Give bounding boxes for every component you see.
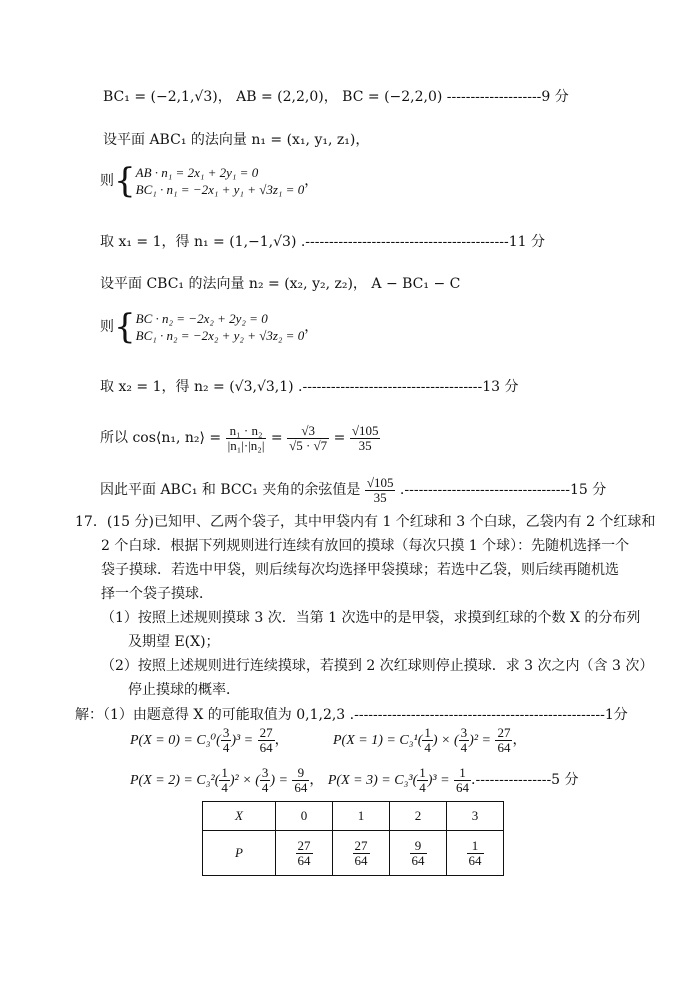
p3-result-den: 64	[456, 779, 470, 795]
p1-f2-den: 4	[460, 739, 468, 755]
system-1-eq1: AB · n₁ = 2x₁ + 2y₁ = 0	[135, 165, 259, 180]
table-cell	[447, 831, 504, 876]
p1-fraction-1	[422, 726, 433, 755]
p3-base-fraction	[417, 766, 428, 795]
system-2-suffix: ，	[304, 319, 319, 335]
table-fraction	[410, 839, 427, 868]
p1-result-den: 64	[497, 739, 511, 755]
question-17-line-d	[101, 585, 213, 603]
system-2-eq2: BC₁ · n₂ = −2x₂ + y₂ + √3z₂ = 0	[135, 328, 305, 343]
p0-result-num: 27	[259, 724, 273, 740]
q17-text-a: 17．(15 分)已知甲、乙两个袋子，其中甲袋内有 1 个红球和 3 个白球，乙袋内有 2 个红球和	[75, 514, 656, 530]
p3-result-num: 1	[454, 766, 471, 781]
q17-text-c: 袋子摸球．若选中甲袋，则后续每次均选择甲袋摸球；若选中乙袋，则后续再随机选	[101, 562, 619, 578]
conclusion-suffix: .-----------------------------------15 分	[399, 482, 607, 498]
table-row-label: P	[203, 831, 276, 876]
table-cell	[333, 831, 390, 876]
p1-f1-num: 1	[424, 724, 431, 740]
table-header-2: 2	[390, 802, 447, 831]
equation-system-2	[100, 307, 319, 347]
p0-prefix: P(X = 0) = C₃⁰(	[130, 733, 221, 748]
q17-part2-text-b: 停止摸球的概率．	[128, 682, 240, 698]
p1-prefix: P(X = 1) = C₃¹(	[333, 733, 423, 748]
p1-result-num: 27	[497, 724, 511, 740]
vector-text: BC₁ = (−2,1,√3)， AB = (2,2,0)， BC = (−2,2,0) --------------------9 分	[103, 89, 569, 105]
q17-part1-text-b: 及期望 E(X)；	[128, 634, 220, 650]
brace-2: {	[114, 307, 136, 347]
system-1-suffix: ，	[304, 173, 319, 189]
cosine-f1-den: |n₁|·|n₂|	[227, 437, 265, 453]
p1-f2-num: 3	[460, 724, 468, 740]
prob-line-1	[130, 722, 289, 759]
table-cell	[276, 831, 333, 876]
conclusion-num: √105	[366, 474, 394, 490]
cosine-fraction-1	[226, 424, 267, 453]
p1-f1-den: 4	[424, 739, 431, 755]
cosine-f3-num: √105	[351, 422, 379, 438]
table-num: 1	[467, 839, 484, 854]
table-den: 64	[297, 852, 311, 868]
table-fraction	[353, 839, 370, 868]
take-x1-line	[100, 233, 545, 251]
question-17-line-b	[101, 537, 629, 555]
cosine-prefix: 所以 cos⟨n₁, n₂⟩ =	[100, 430, 222, 446]
p0-mid: )³ =	[231, 733, 254, 748]
p0-base-den: 4	[222, 739, 230, 755]
question-17-line-c	[101, 561, 619, 579]
q17-text-b: 2 个白球．根据下列规则进行连续有放回的摸球（每次只摸 1 个球）：先随机选择一个	[101, 538, 630, 554]
conclusion-prefix: 因此平面 ABC₁ 和 BCC₁ 夹角的余弦值是	[100, 482, 361, 498]
vector-line	[103, 88, 569, 106]
take-x2-line	[100, 378, 519, 396]
p0-suffix: ，	[274, 732, 289, 748]
table-cell	[390, 831, 447, 876]
q17-part1-text-a: （1）按照上述规则摸球 3 次．当第 1 次选中的是甲袋，求摸到红球的个数 X 的分布列	[101, 610, 641, 626]
p0-result-den: 64	[259, 739, 273, 755]
p3-mid: )³ =	[427, 773, 450, 788]
cosine-eq-1: =	[270, 430, 283, 446]
take-x2-text: 取 x₂ = 1，得 n₂ = (√3,√3,1) .--------------------------------------13 分	[100, 379, 519, 395]
p2-result-den: 64	[294, 779, 308, 795]
plane-abc1-text: 设平面 ABC₁ 的法向量 n₁ = (x₁, y₁, z₁)，	[103, 132, 370, 148]
conclusion-fraction	[365, 476, 396, 505]
table-den: 64	[354, 852, 368, 868]
p3-suffix: .----------------5 分	[471, 772, 579, 788]
take-x1-text: 取 x₁ = 1，得 n₁ = (1,−1,√3) .-------------------------------------------11 分	[100, 234, 545, 250]
p2-mid: )² × (	[229, 773, 260, 788]
prob-line-2	[130, 762, 579, 799]
system-2-equations	[136, 310, 305, 344]
p3-base-num: 1	[419, 764, 426, 780]
system-2-prefix: 则	[100, 319, 114, 335]
p2-suffix: ，	[309, 772, 324, 788]
p1-suffix: ，	[512, 732, 527, 748]
cosine-line	[100, 418, 380, 458]
p0-base-num: 3	[222, 724, 230, 740]
question-17-part2-b	[128, 681, 240, 699]
cosine-fraction-3	[350, 424, 381, 453]
system-1-equations	[136, 164, 305, 198]
table-header-3: 3	[447, 802, 504, 831]
solution-intro-text: 解：（1）由题意得 X 的可能取值为 0,1,2,3 .-----------------------------------------------------1分	[75, 707, 628, 723]
table-num: 9	[410, 839, 427, 854]
cosine-f2-num: √3	[287, 424, 329, 439]
table-den: 64	[468, 852, 482, 868]
brace-1: {	[114, 161, 136, 201]
table-prob-row	[203, 831, 504, 876]
p2-f2-num: 3	[261, 764, 269, 780]
question-17-line-a	[75, 513, 655, 531]
system-1-eq2: BC₁ · n₁ = −2x₁ + y₁ + √3z₁ = 0	[135, 182, 305, 197]
table-fraction	[296, 839, 313, 868]
p2-result-num: 9	[292, 766, 309, 781]
p2-mid2: ) =	[270, 773, 288, 788]
cosine-f2-den: √5 · √7	[289, 437, 328, 453]
cosine-f3-den: 35	[358, 437, 372, 453]
table-header-row	[203, 802, 504, 831]
p1-result-fraction	[495, 726, 512, 755]
cosine-eq-2: =	[333, 430, 346, 446]
p0-base-fraction	[221, 726, 232, 755]
table-header-0: 0	[276, 802, 333, 831]
p1-mid: ) × (	[432, 733, 459, 748]
table-den: 64	[411, 852, 425, 868]
p2-prefix: P(X = 2) = C₃²(	[130, 773, 220, 788]
p3-prefix: P(X = 3) = C₃³(	[327, 773, 418, 788]
table-header-x: X	[203, 802, 276, 831]
p3-result-fraction	[454, 766, 471, 795]
p1-mid2: )² =	[469, 733, 491, 748]
p2-f1-num: 1	[221, 764, 228, 780]
system-2-eq1: BC · n₂ = −2x₂ + 2y₂ = 0	[135, 311, 268, 326]
table-fraction	[467, 839, 484, 868]
system-1-prefix: 则	[100, 173, 114, 189]
prob-line-1b	[333, 722, 526, 759]
cosine-fraction-2	[287, 424, 329, 453]
q17-part2-text-a: （2）按照上述规则进行连续摸球，若摸到 2 次红球则停止摸球．求 3 次之内（含 3 次）	[101, 658, 654, 674]
plane-cbc1-normal	[100, 275, 460, 293]
table-header-1: 1	[333, 802, 390, 831]
table-num: 27	[297, 837, 311, 853]
table-num: 27	[354, 837, 368, 853]
plane-abc1-normal	[103, 131, 369, 149]
p1-fraction-2	[459, 726, 470, 755]
plane-cbc1-text: 设平面 CBC₁ 的法向量 n₂ = (x₂, y₂, z₂)， A − BC₁ − C	[100, 276, 461, 292]
p2-f2-den: 4	[261, 779, 269, 795]
p2-result-fraction	[292, 766, 309, 795]
conclusion-line	[100, 472, 606, 508]
question-17-part1-b	[128, 633, 220, 651]
equation-system-1	[100, 161, 319, 201]
p2-fraction-2	[260, 766, 271, 795]
distribution-table	[202, 801, 504, 876]
cosine-f1-num: n₁ · n₂	[226, 424, 267, 439]
question-17-part2-a	[101, 657, 653, 675]
p3-base-den: 4	[419, 779, 426, 795]
conclusion-den: 35	[373, 489, 387, 505]
q17-text-d: 择一个袋子摸球．	[101, 586, 213, 602]
question-17-part1-a	[101, 609, 640, 627]
p2-fraction-1	[219, 766, 230, 795]
p0-result-fraction	[258, 726, 275, 755]
p2-f1-den: 4	[221, 779, 228, 795]
